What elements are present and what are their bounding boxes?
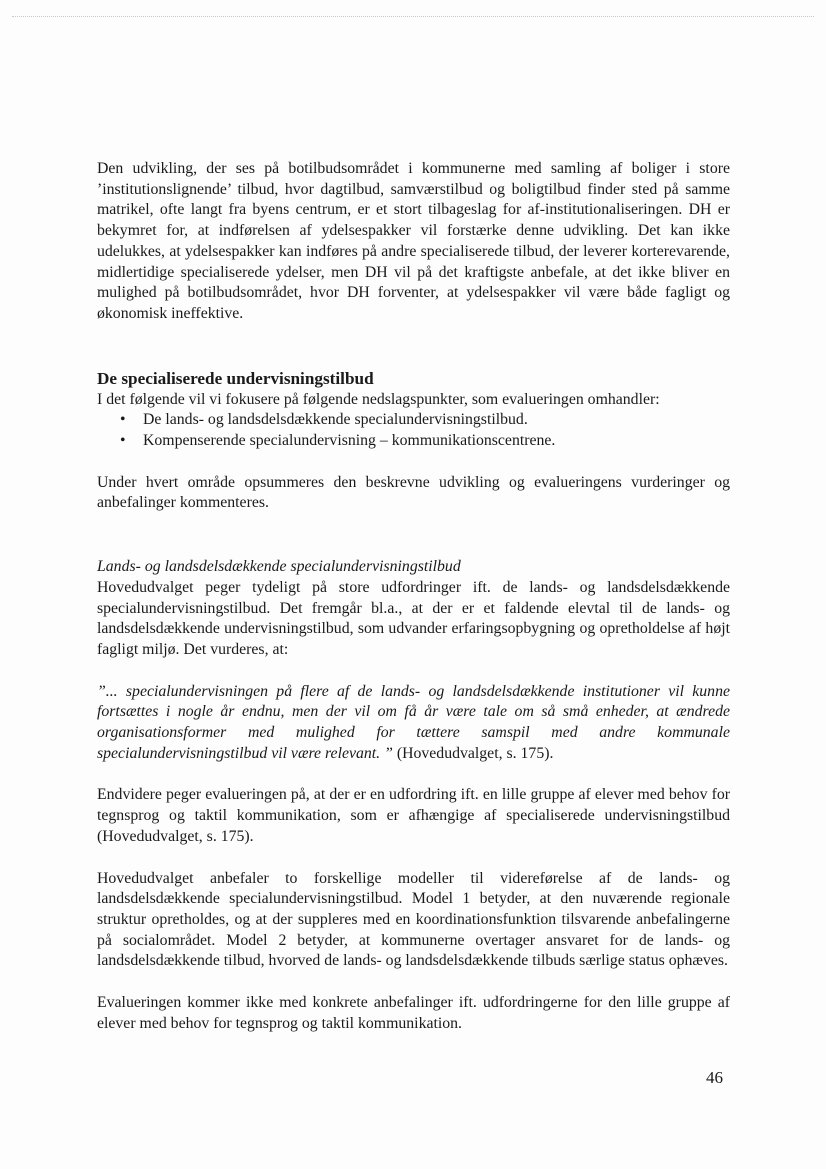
quote-reference: (Hovedudvalget, s. 175). xyxy=(396,744,554,762)
quote-text: ”... specialundervisningen på flere af de lands- og landsdelsdækkende institutioner vil kunne fortsættes i nogle år endnu, men der vil om få år være tale om så små enheder, at ændrede organisationsformer med mulighed for tættere samspil med andre kommunale specialundervisningstilbud vil være relevant. ” xyxy=(97,682,730,762)
page-number: 46 xyxy=(706,1068,723,1087)
spacer xyxy=(97,661,730,682)
section-heading: De specialiserede undervisningstilbud xyxy=(97,368,374,388)
subsection-heading: Lands- og landsdelsdækkende specialundervisningstilbud xyxy=(97,558,461,576)
paragraph-modeller: Hovedudvalget anbefaler to forskellige modeller til videreførelse af de lands- og landsdelsdækkende specialundervisningstilbud. Model 1 betyder, at den nuværende regionale struktur opretholdes, og at der suppleres med en koordinationsfunktion tilsvarende anbefalingerne på socialområdet. Model 2 betyder, at kommunerne overtager ansvaret for de lands- og landsdelsdækkende tilbud, hvorved de lands- og landsdelsdækkende tilbuds særlige status ophæves. xyxy=(97,869,730,970)
section-summary: Under hvert område opsummeres den beskrevne udvikling og evalueringens vurderinger og anbefalinger kommenteres. xyxy=(97,473,730,512)
spacer xyxy=(97,514,730,557)
spacer xyxy=(97,848,730,869)
bullet-icon: • xyxy=(120,432,126,450)
top-scan-rule xyxy=(12,16,814,17)
block-quote xyxy=(97,682,730,765)
list-item-text: Kompenserende specialundervisning – kommunikationscentrene. xyxy=(143,432,556,450)
focus-list xyxy=(97,410,730,451)
spacer xyxy=(97,764,730,785)
spacer xyxy=(97,452,730,473)
spacer xyxy=(97,325,730,368)
spacer xyxy=(97,972,730,993)
paragraph-endvidere: Endvidere peger evalueringen på, at der er en udfordring ift. en lille gruppe af elever med behov for tegnsprog og taktil kommunikation, som er afhængige af specialiserede undervisningstilbud (Hovedudvalget, s. 175). xyxy=(97,786,730,845)
bullet-icon: • xyxy=(120,411,126,429)
paragraph-hovedudvalget: Hovedudvalget peger tydeligt på store udfordringer ift. de lands- og landsdelsdækkende specialundervisningstilbud. Det fremgår bl.a., at der er et faldende elevtal til de lands- og landsdelsdækkende undervisningstilbud, som udvander erfaringsopbygning og opretholdelse af højt fagligt miljø. Det vurderes, at: xyxy=(97,578,730,658)
section-intro: I det følgende vil vi fokusere på følgende nedslagspunkter, som evalueringen omhandler: xyxy=(97,390,660,408)
list-item-text: De lands- og landsdelsdækkende specialundervisningstilbud. xyxy=(143,411,528,429)
paragraph-evalueringen: Evalueringen kommer ikke med konkrete anbefalinger ift. udfordringerne for den lille gruppe af elever med behov for tegnsprog og taktil kommunikation. xyxy=(97,994,730,1032)
page-content xyxy=(97,159,730,1035)
list-item xyxy=(97,431,730,452)
list-item xyxy=(97,410,730,431)
paragraph-botilbud: Den udvikling, der ses på botilbudsområdet i kommunerne med samling af boliger i store ’institutionslignende’ tilbud, hvor dagtilbud, samværstilbud og boligtilbud finder sted på samme matrikel, ofte langt fra byens centrum, er et stort tilbageslag for af-institutionaliseringen. DH er bekymret for, at indførelsen af ydelsespakker vil forstærke denne udvikling. Det kan ikke udelukkes, at ydelsespakker kan indføres på andre specialiserede tilbud, der leverer korterevarende, midlertidige specialiserede ydelser, men DH vil på det kraftigste anbefale, at det ikke bliver en mulighed på botilbudsområdet, hvor DH forventer, at ydelsespakker vil være både fagligt og økonomisk ineffektive. xyxy=(97,160,730,322)
